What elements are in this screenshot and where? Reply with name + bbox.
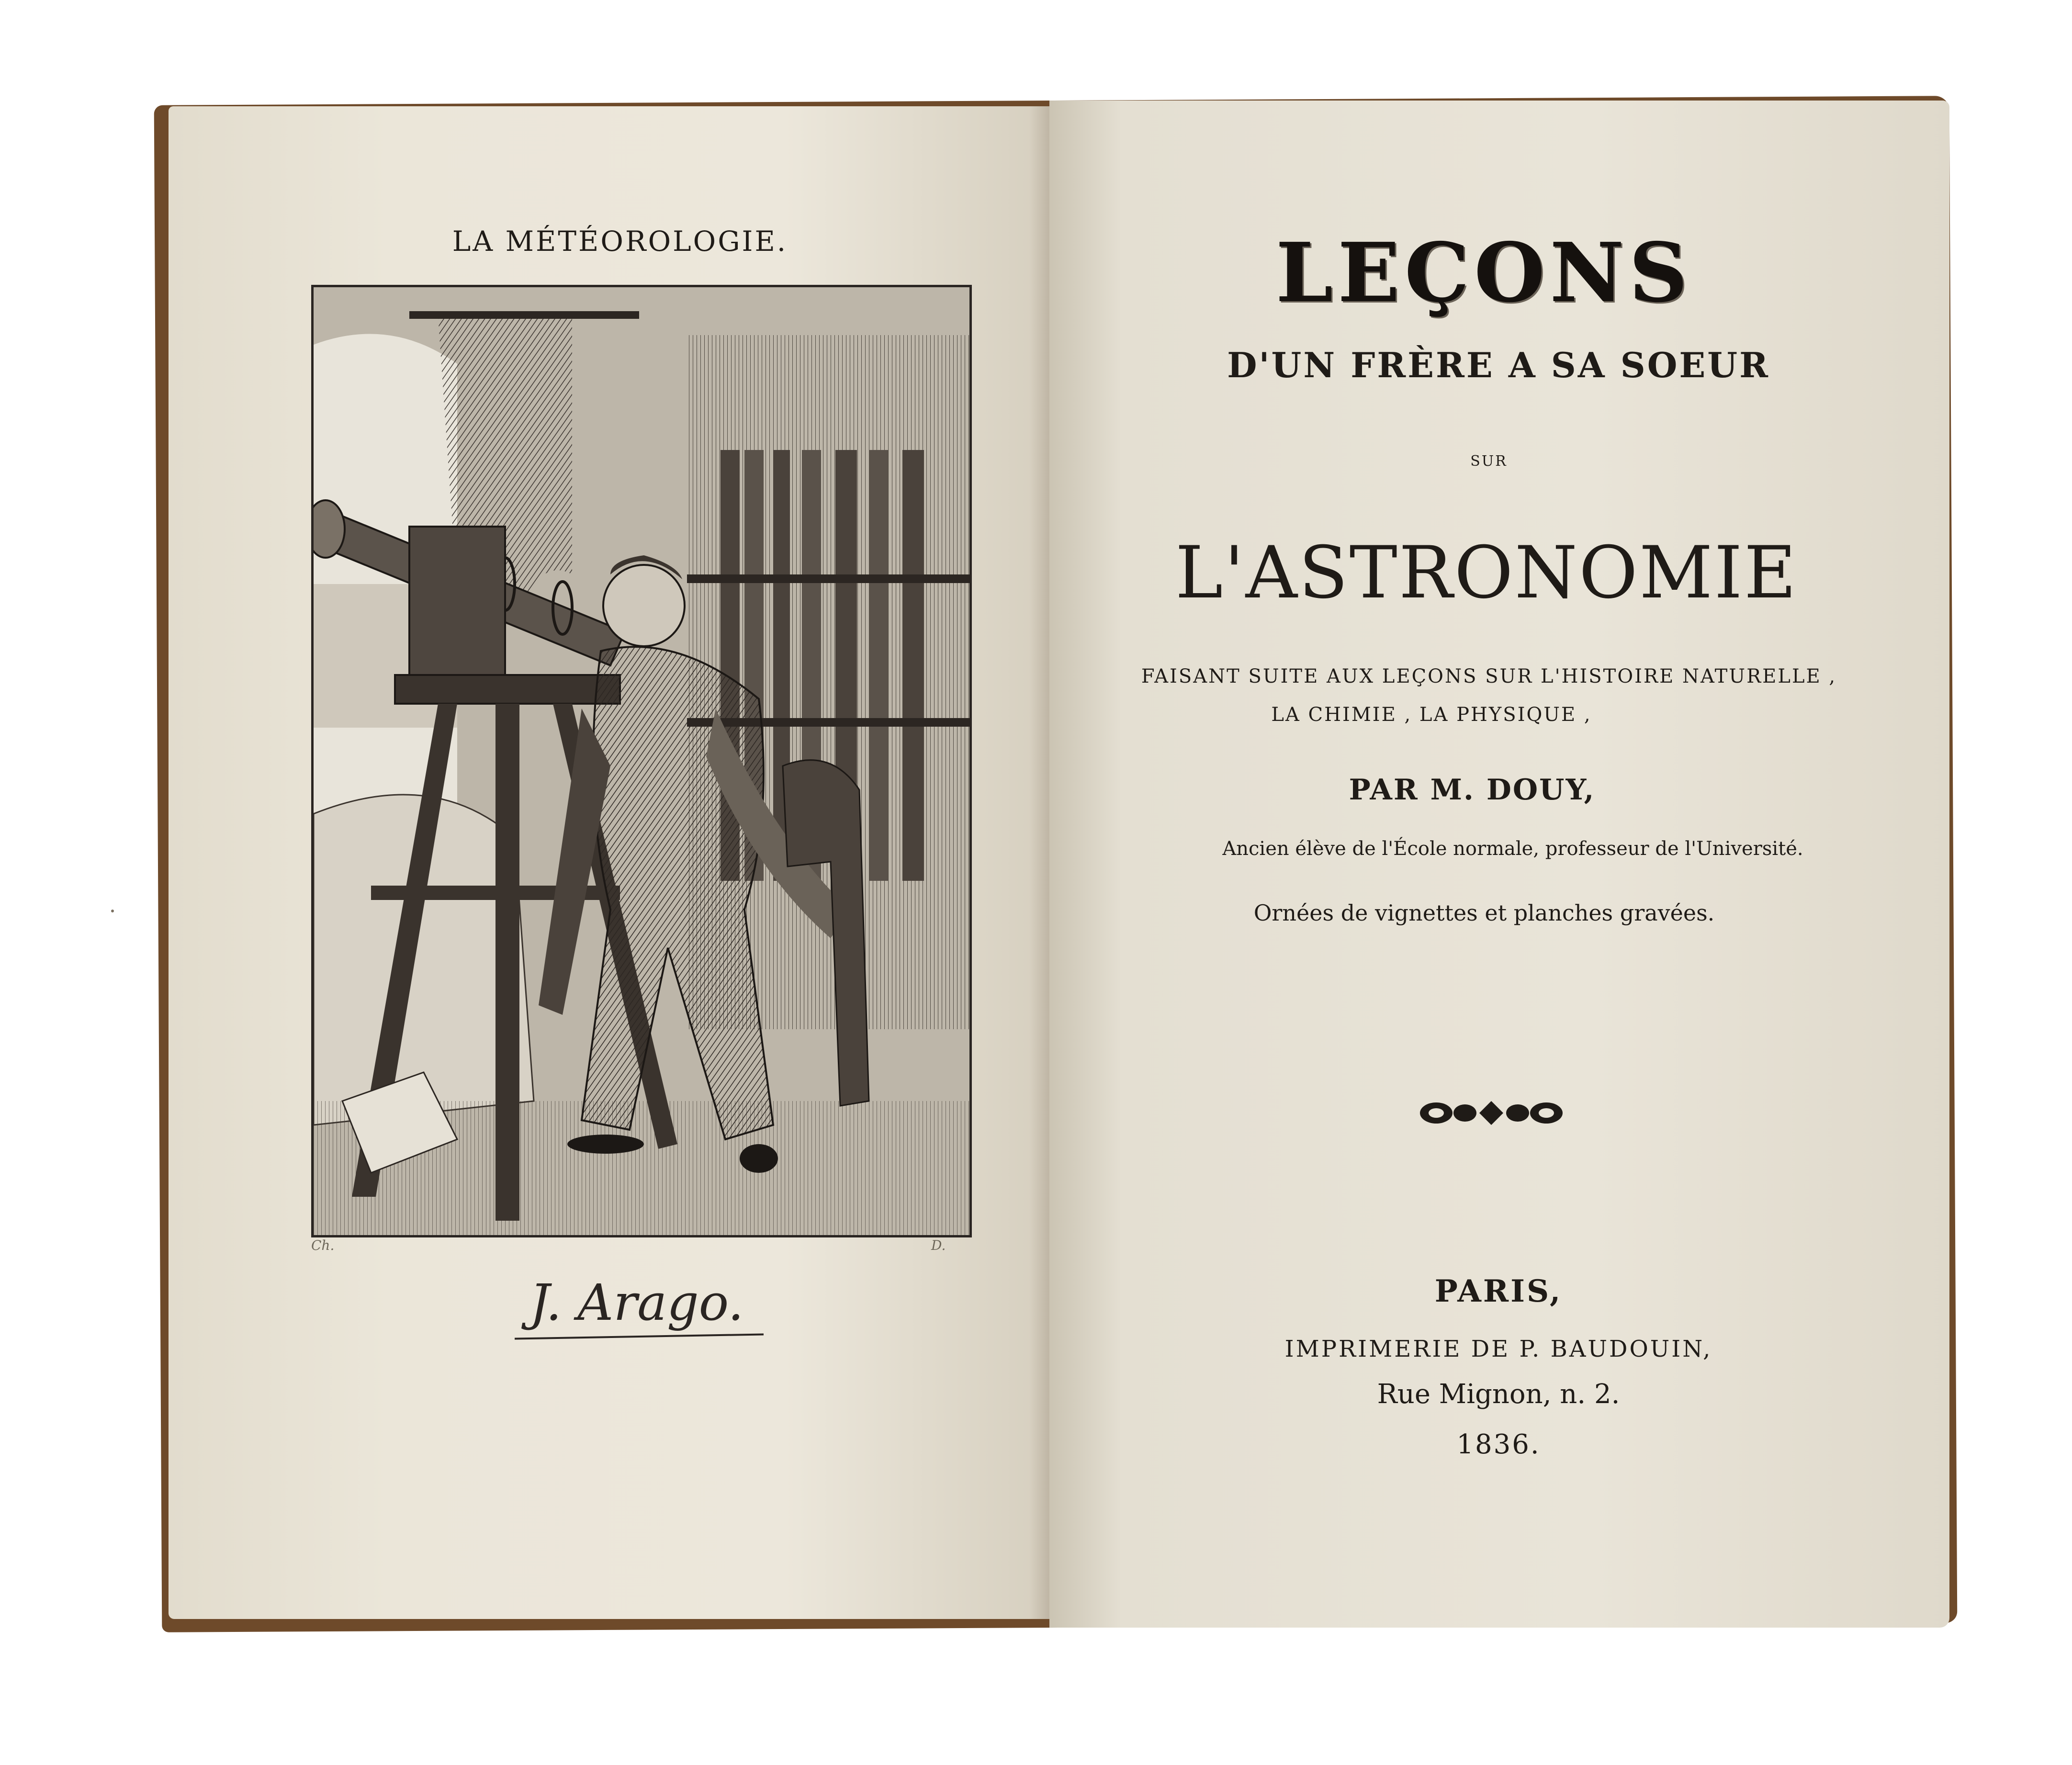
author-credentials: Ancien élève de l'École normale, professeur de l'Université. [1222,838,1803,860]
imprint-city: PARIS, [1434,1273,1563,1309]
series-line-2: LA CHIMIE , LA PHYSIQUE , [1271,704,1592,726]
engraving-image [314,287,969,1235]
main-title: L'ASTRONOMIE [1175,531,1798,615]
imprint-year: 1836. [1456,1429,1541,1460]
plate-title: LA MÉTÉOROLOGIE. [452,225,788,258]
engraver-mark-left: Ch. [311,1237,335,1253]
engraver-mark-right: D. [931,1237,946,1253]
stray-mark [111,910,114,912]
printer-ornament [1417,1096,1565,1130]
series-line-1: FAISANT SUITE AUX LEÇONS SUR L'HISTOIRE NATURELLE , [1141,665,1837,687]
illustrations-note: Ornées de vignettes et planches gravées. [1253,900,1715,926]
engraving-plate [311,285,972,1237]
artist-signature: J. Arago. [529,1273,744,1332]
subtitle: D'UN FRÈRE A SA SOEUR [1227,345,1770,385]
title-lecons: LEÇONS [1275,225,1693,321]
author-line: PAR M. DOUY, [1349,773,1596,807]
imprint-address: Rue Mignon, n. 2. [1377,1379,1620,1410]
imprint-printer: IMPRIMERIE DE P. BAUDOUIN, [1284,1336,1712,1362]
connector-word: SUR [1470,453,1508,470]
